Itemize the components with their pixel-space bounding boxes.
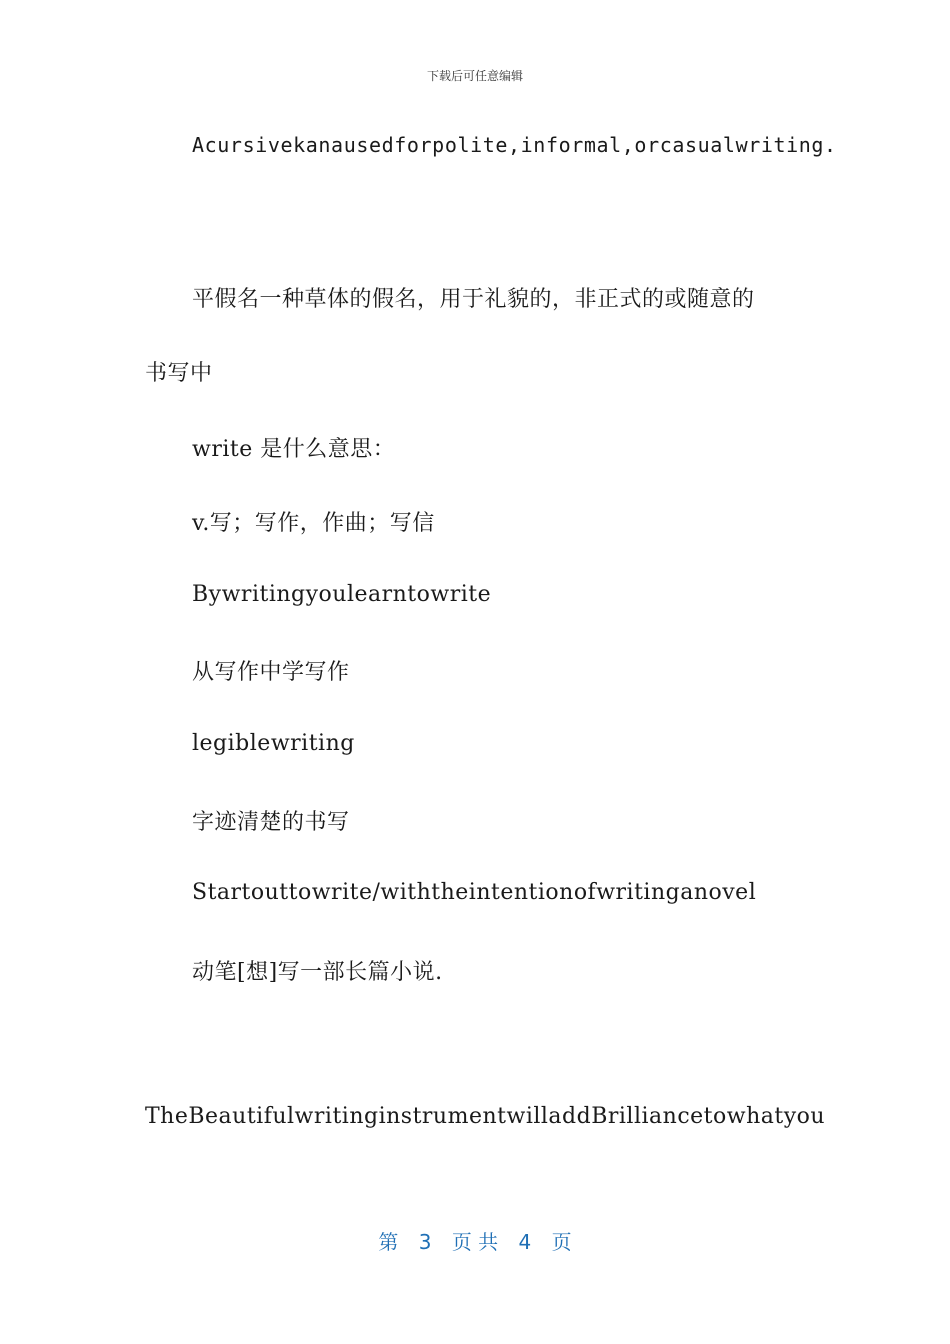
text-line: 动笔[想]写一部长篇小说. [192, 960, 443, 985]
text-line: write 是什么意思： [192, 437, 396, 462]
footer-total-pages: 4 [518, 1230, 532, 1254]
text-line: Bywritingyoulearntowrite [192, 582, 492, 607]
text-line: Acursivekanausedforpolite,informal,orcasualwriting. [192, 133, 837, 157]
text-line: Startouttowrite/withtheintentionofwritinganovel [192, 880, 757, 905]
text-line: 平假名一种草体的假名，用于礼貌的，非正式的或随意的 [192, 287, 755, 312]
text-line: 从写作中学写作 [192, 660, 350, 685]
page-header: 下载后可任意编辑 [426, 69, 523, 83]
text-line: legiblewriting [192, 731, 355, 756]
text-line: 书写中 [145, 361, 213, 386]
footer-middle: 页 共 [451, 1230, 499, 1254]
page-footer [0, 1226, 950, 1255]
footer-current-page: 3 [418, 1230, 432, 1254]
text-line: 字迹清楚的书写 [192, 810, 350, 835]
footer-prefix: 第 [378, 1230, 399, 1254]
text-line: TheBeautifulwritinginstrumentwilladdBrilliancetowhatyou [145, 1104, 826, 1129]
text-line: v.写；写作，作曲；写信 [192, 511, 435, 536]
footer-suffix: 页 [551, 1230, 572, 1254]
